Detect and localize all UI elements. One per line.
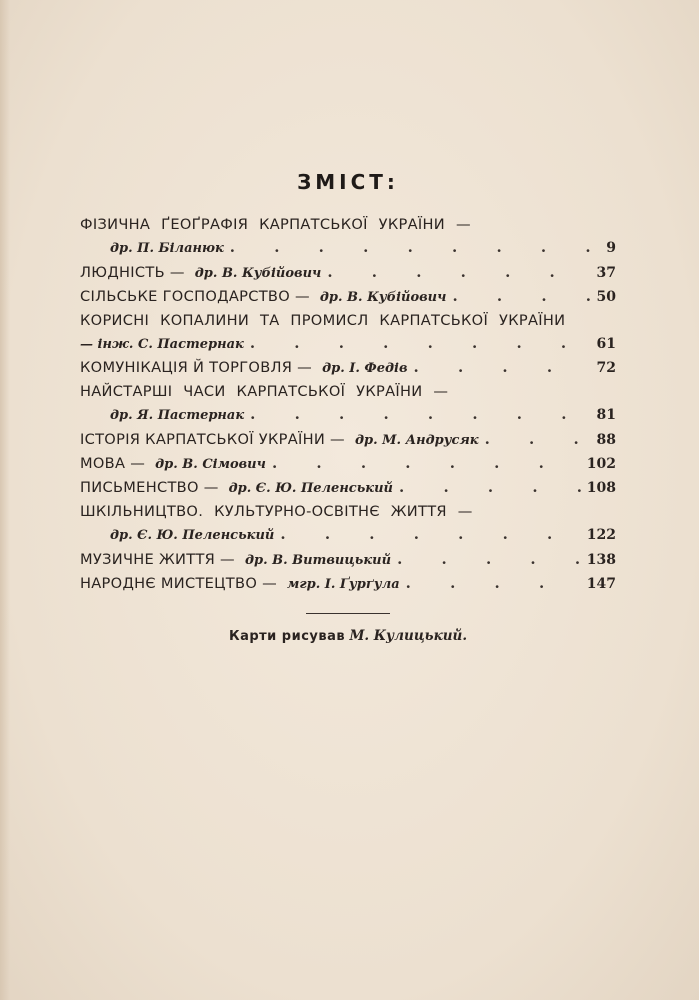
toc-entry — [80, 285, 616, 309]
toc-heading: ФІЗИЧНА ҐЕОҐРАФІЯ КАРПАТСЬКОЇ УКРАЇНИ — — [80, 216, 471, 233]
toc-page-number: 102 — [586, 456, 616, 473]
toc-heading-line — [80, 501, 616, 523]
toc-heading-line — [80, 214, 616, 236]
toc-author: др. В. Витвицький — [244, 552, 392, 568]
toc-heading-line — [80, 381, 616, 403]
toc-author: др. М. Андрусяк — [354, 432, 479, 448]
table-of-contents — [80, 170, 616, 644]
toc-leader-dots — [280, 523, 580, 545]
toc-entry — [80, 548, 616, 572]
toc-author: др. В. Кубійович — [194, 265, 322, 281]
toc-page-number: 72 — [596, 360, 616, 377]
toc-author: др. В. Сімович — [155, 457, 266, 473]
toc-heading: МОВА — — [80, 455, 146, 473]
credit-name: М. Кулицький. — [349, 627, 468, 644]
toc-entry — [80, 452, 616, 476]
toc-leader-dots — [250, 332, 591, 354]
toc-entry — [80, 356, 616, 380]
toc-entry — [80, 381, 616, 428]
toc-author: др. П. Біланюк — [110, 241, 224, 257]
toc-author: — інж. С. Пастернак — [80, 337, 244, 353]
toc-heading: ЛЮДНІСТЬ — — [80, 263, 185, 281]
toc-entry — [80, 214, 616, 261]
toc-leader-dots — [230, 236, 600, 258]
toc-leader-dots — [397, 548, 581, 570]
toc-line — [80, 356, 616, 380]
toc-page-number: 138 — [586, 551, 616, 568]
toc-line — [80, 476, 616, 500]
toc-page-number: 37 — [596, 264, 616, 281]
toc-leader-dots — [327, 261, 590, 283]
map-credit — [80, 628, 616, 644]
toc-heading: КОМУНІКАЦІЯ Й ТОРГОВЛЯ — — [80, 359, 313, 377]
toc-line — [80, 572, 616, 596]
toc-heading: ШКІЛЬНИЦТВО. КУЛЬТУРНО-ОСВІТНЄ ЖИТТЯ — — [80, 502, 473, 520]
page-edge — [0, 0, 10, 1000]
toc-page-number: 88 — [596, 431, 616, 448]
toc-author: др. І. Федів — [322, 361, 408, 377]
toc-author: др. Є. Ю. Пеленський — [228, 481, 393, 497]
toc-page-number: 81 — [596, 407, 616, 424]
toc-heading: СІЛЬСЬКЕ ГОСПОДАРСТВО — — [80, 288, 310, 306]
toc-entry — [80, 261, 616, 285]
toc-author: др. Є. Ю. Пеленський — [110, 528, 275, 544]
toc-line — [80, 428, 616, 452]
divider — [306, 613, 390, 614]
toc-author-line — [80, 332, 616, 356]
toc-leader-dots — [414, 356, 591, 378]
toc-author-line — [80, 403, 616, 427]
toc-page-number: 122 — [586, 527, 616, 544]
toc-line — [80, 285, 616, 309]
toc-page-number: 108 — [586, 480, 616, 497]
toc-entry — [80, 501, 616, 548]
toc-line — [80, 548, 616, 572]
credit-label: Карти рисував — [228, 628, 346, 644]
toc-page-number: 9 — [606, 240, 616, 257]
toc-entry — [80, 428, 616, 452]
toc-page-number: 61 — [596, 336, 616, 353]
toc-leader-dots — [406, 572, 581, 594]
toc-author: др. В. Кубійович — [319, 290, 447, 306]
toc-line — [80, 452, 616, 476]
toc-entry — [80, 572, 616, 596]
toc-leader-dots — [272, 452, 581, 474]
toc-leader-dots — [452, 285, 590, 307]
toc-heading: НАЙСТАРШІ ЧАСИ КАРПАТСЬКОЇ УКРАЇНИ — — [80, 382, 449, 400]
toc-heading: МУЗИЧНЕ ЖИТТЯ — — [80, 550, 235, 568]
toc-entry — [80, 310, 616, 357]
toc-heading-line — [80, 310, 616, 332]
toc-heading: НАРОДНЄ МИСТЕЦТВО — — [80, 575, 277, 593]
toc-author-line — [80, 236, 616, 260]
toc-line — [80, 261, 616, 285]
toc-entry — [80, 476, 616, 500]
toc-heading: ПИСЬМЕНСТВО — — [80, 479, 219, 497]
toc-heading: ІСТОРІЯ КАРПАТСЬКОЇ УКРАЇНИ — — [80, 430, 345, 448]
toc-leader-dots — [485, 428, 591, 450]
toc-leader-dots — [399, 476, 581, 498]
toc-page-number: 50 — [596, 289, 616, 306]
toc-author-line — [80, 523, 616, 547]
toc-author: др. Я. Пастернак — [110, 408, 245, 424]
toc-heading: КОРИСНІ КОПАЛИНИ ТА ПРОМИСЛ КАРПАТСЬКОЇ УКРАЇНИ — [80, 311, 566, 329]
page-title: ЗМІСТ: — [297, 170, 399, 194]
toc-page-number: 147 — [586, 576, 616, 593]
toc-leader-dots — [250, 403, 590, 425]
toc-author: мгр. І. Ґурґула — [286, 577, 400, 593]
